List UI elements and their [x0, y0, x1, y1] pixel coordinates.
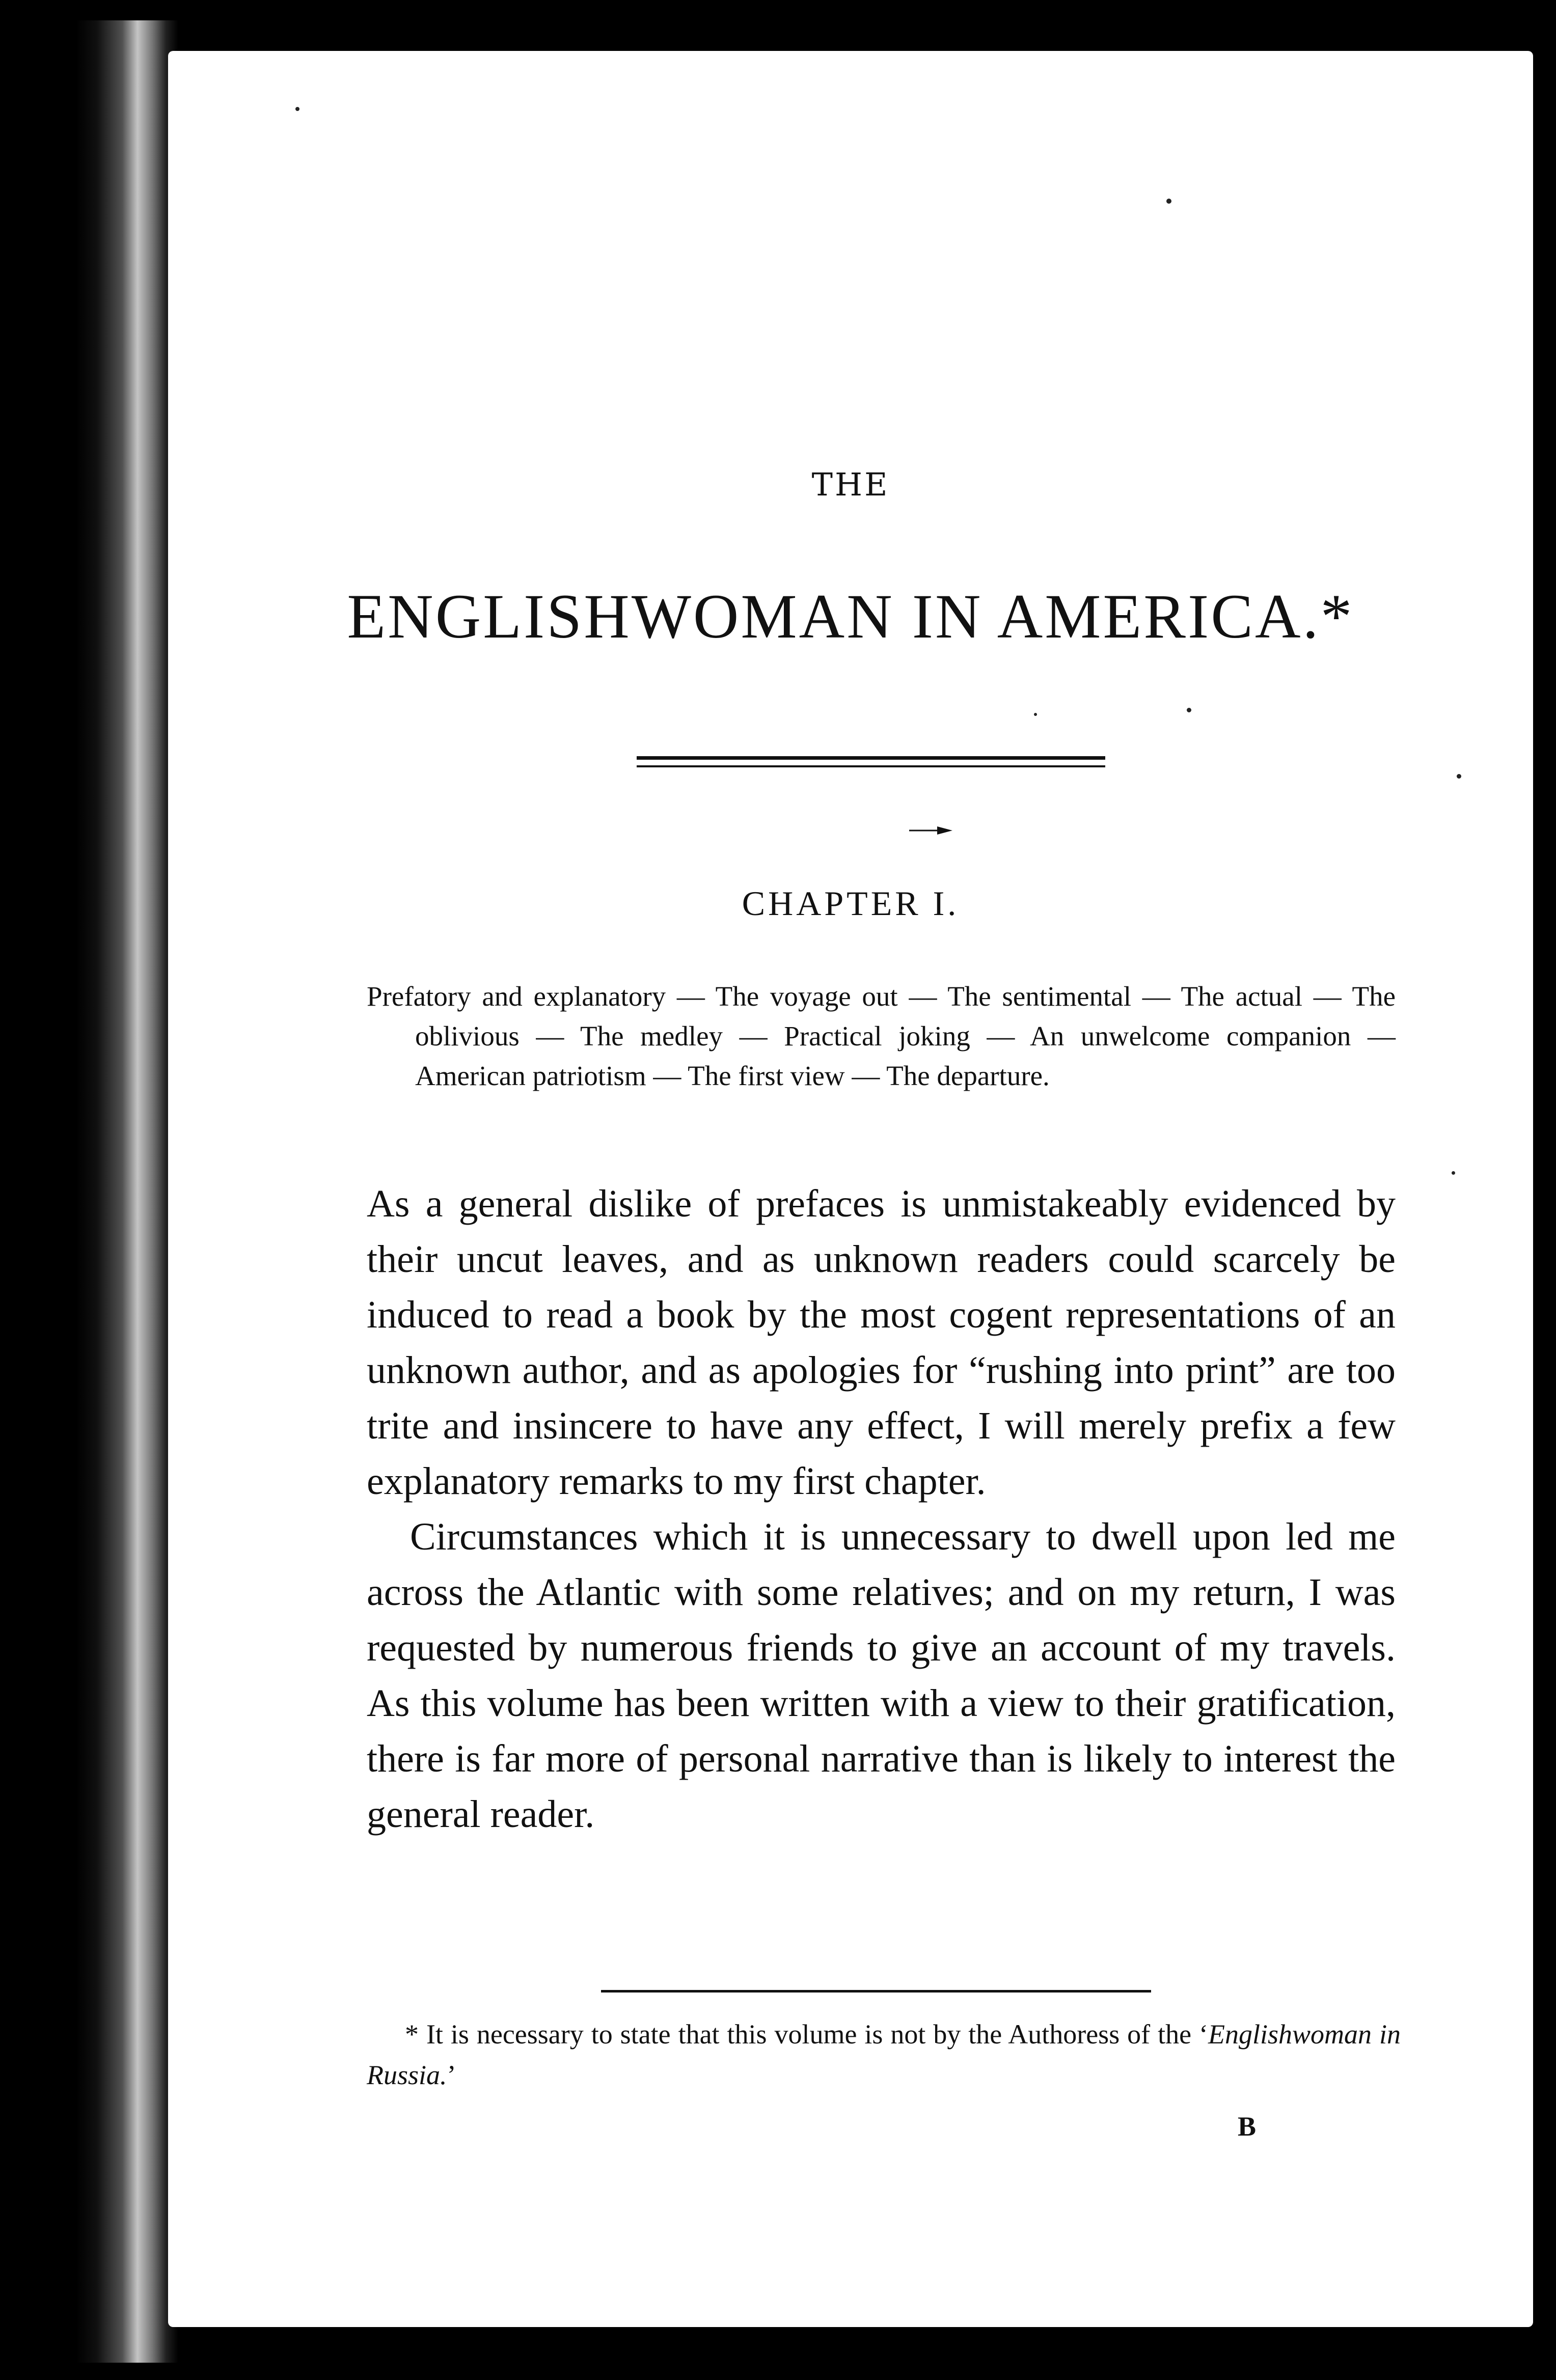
ink-speck	[1166, 199, 1171, 204]
footnote-text: * It is necessary to state that this volume is not by the Authoress of the ‘	[405, 2019, 1209, 2050]
footnote-close-quote: ’	[447, 2060, 456, 2090]
book-title: ENGLISHWOMAN IN AMERICA.*	[347, 582, 1354, 651]
ink-speck	[1452, 1171, 1455, 1175]
ornament-icon	[909, 825, 955, 836]
book-spine-shadow	[76, 20, 178, 2363]
book-page	[168, 51, 1533, 2327]
paragraph: Circumstances which it is unnecessary to dwell upon led me across the Atlantic with some relatives; and on my return, I was requested by numerous friends to give an account of my travels. As this volume has been written with a view to their gratification, there is far more of personal narrative than is likely to interest the general reader.	[367, 1515, 1396, 1836]
signature-mark: B	[1238, 2111, 1257, 2142]
body-text	[367, 1176, 1396, 1842]
title-double-rule	[637, 756, 1105, 767]
ink-speck	[1187, 708, 1191, 712]
title-prefix: THE	[811, 466, 890, 503]
footnote-rule	[601, 1990, 1151, 1992]
adjacent-page-edge	[0, 0, 87, 2380]
ink-speck	[1034, 713, 1037, 716]
chapter-heading: CHAPTER I.	[742, 884, 960, 923]
footnote-italic-title: Englishwoman in Russia.	[367, 2019, 1401, 2090]
footnote	[367, 2014, 1401, 2095]
chapter-summary: Prefatory and explanatory — The voyage out — The sentimental — The actual — The oblivious — The medley — Practical joking — An unwelcome companion — American patriotism — The first view — The departure.	[367, 981, 1396, 1091]
paragraph: As a general dislike of prefaces is unmistakeably evidenced by their uncut leaves, and as unknown readers could scarcely be induced to read a book by the most cogent representations of an unknown author, and as apologies for “rushing into print” are too trite and insincere to have any effect, I will merely prefix a few explanatory remarks to my first chapter.	[367, 1182, 1396, 1503]
ink-speck	[1457, 774, 1461, 779]
ink-speck	[295, 107, 299, 111]
